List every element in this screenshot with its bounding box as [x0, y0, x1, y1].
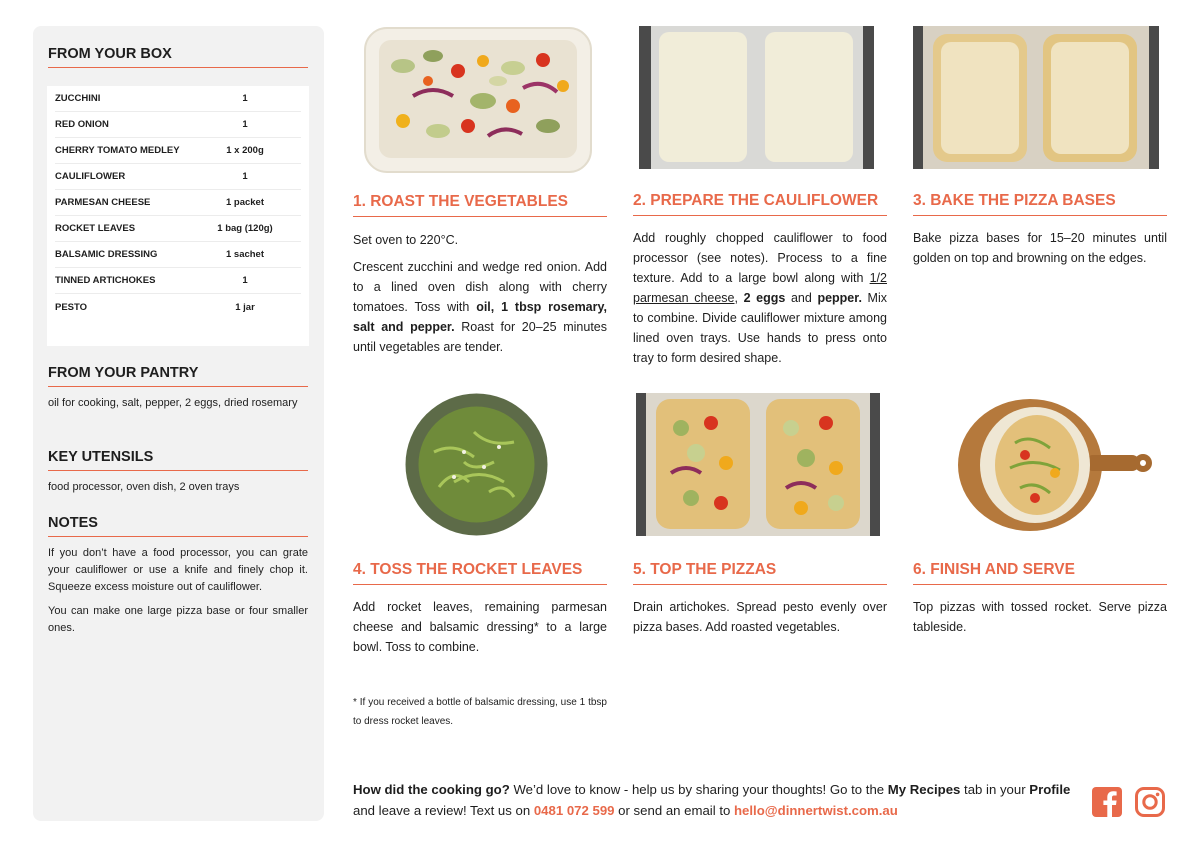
table-row: [55, 164, 301, 190]
step-2-paragraph: [633, 228, 887, 368]
ingredient-qty: 1 jar: [235, 301, 255, 313]
utensils-heading: KEY UTENSILS: [48, 449, 308, 471]
step-6-heading: 6. FINISH AND SERVE: [913, 561, 1167, 585]
ingredient-qty: 1: [242, 119, 248, 130]
ingredients-sidebar: [33, 26, 324, 821]
pizza-board-photo: [955, 393, 1160, 536]
step-1-text-b: Roast for 20–25 minutes until vegetables are tender.: [353, 320, 607, 354]
step-2-bold-pepper: pepper.: [817, 291, 862, 305]
email-link[interactable]: hello@dinnertwist.com.au: [734, 803, 898, 818]
table-row: [55, 242, 301, 268]
ingredient-name: PARMESAN CHEESE: [55, 197, 151, 208]
step-5-paragraph: Drain artichokes. Spread pesto evenly over pizza bases. Add roasted vegetables.: [633, 600, 887, 634]
step-3-text: [913, 228, 1167, 275]
topped-pizzas-photo: [636, 393, 880, 536]
ingredient-qty: 1: [242, 171, 248, 182]
step-1-bold: oil, 1 tbsp rosemary, salt and pepper.: [353, 300, 607, 334]
footer-text-2: tab in your: [960, 782, 1030, 797]
step-2-and: and: [785, 291, 818, 305]
ingredient-qty: 1 bag (120g): [217, 223, 273, 234]
my-recipes-link[interactable]: My Recipes: [887, 782, 961, 797]
rocket-salad-photo: [404, 392, 549, 537]
step-2-text-a: Add roughly chopped cauliflower to food processor (see notes). Process to a fine texture. Add to a large bowl along with: [633, 231, 887, 285]
instagram-icon[interactable]: [1134, 786, 1166, 818]
footer-text-4: or send an email to: [614, 803, 734, 818]
step-5-text: [633, 597, 887, 644]
step-1-text-a: Crescent zucchini and wedge red onion. Add to a lined oven dish along with cherry tomatoes. Toss with: [353, 260, 607, 314]
roasted-vegetables-photo: [353, 26, 607, 176]
ingredient-name: ZUCCHINI: [55, 93, 101, 104]
profile-link[interactable]: Profile: [1029, 782, 1071, 797]
step-3-heading: 3. BAKE THE PIZZA BASES: [913, 192, 1167, 216]
phone-number-link[interactable]: 0481 072 599: [533, 803, 615, 818]
ingredient-name: PESTO: [55, 301, 88, 313]
step-1-text: [353, 230, 607, 364]
step-2-text-b: Mix to combine. Divide cauliflower mixture among lined oven trays. Use hands to press onto tray to form desired shape.: [633, 291, 887, 365]
ingredient-name: TINNED ARTICHOKES: [55, 275, 156, 286]
step-6-text: [913, 597, 1167, 644]
notes-text-1: If you don’t have a food processor, you can grate your cauliflower or use a knife and finely chop it. Squeeze excess moisture out of cauliflower.: [48, 547, 308, 593]
table-row: [55, 268, 301, 294]
ingredient-name: CAULIFLOWER: [55, 171, 126, 182]
cauliflower-bases-photo: [639, 26, 874, 169]
step-2-bold-eggs: 2 eggs: [743, 291, 786, 305]
ingredient-qty: 1: [242, 275, 248, 286]
step-1-paragraph-1: Set oven to 220°C.: [353, 233, 459, 247]
step-6-paragraph: Top pizzas with tossed rocket. Serve pizza tableside.: [913, 600, 1167, 634]
notes-heading: NOTES: [48, 515, 308, 537]
from-your-box-heading: FROM YOUR BOX: [48, 46, 308, 68]
step-5-heading: 5. TOP THE PIZZAS: [633, 561, 887, 585]
feedback-footer: [353, 779, 1073, 821]
ingredients-table: [47, 86, 309, 346]
ingredient-qty: 1 packet: [225, 197, 265, 208]
baked-pizza-bases-photo: [913, 26, 1159, 169]
ingredient-qty: 1 sachet: [225, 249, 265, 260]
pantry-text: oil for cooking, salt, pepper, 2 eggs, dried rosemary: [48, 397, 298, 409]
step-3-paragraph: Bake pizza bases for 15–20 minutes until golden on top and browning on the edges.: [913, 231, 1167, 265]
ingredient-name: ROCKET LEAVES: [55, 223, 136, 234]
utensils-text: food processor, oven dish, 2 oven trays: [48, 481, 240, 493]
table-row: [55, 294, 301, 320]
table-row: [55, 112, 301, 138]
step-4-text: [353, 597, 607, 664]
table-row: [55, 216, 301, 242]
step-1-paragraph-2: [353, 257, 607, 357]
ingredient-name: RED ONION: [55, 119, 109, 130]
ingredient-qty: 1 x 200g: [226, 145, 264, 156]
step-2-heading: 2. PREPARE THE CAULIFLOWER: [633, 192, 887, 216]
facebook-icon[interactable]: [1091, 786, 1123, 818]
table-row: [55, 86, 301, 112]
footer-text-3: and leave a review! Text us on: [353, 803, 534, 818]
ingredient-qty: 1: [242, 93, 248, 104]
footer-text-1: We’d love to know - help us by sharing your thoughts! Go to the: [509, 782, 888, 797]
pantry-heading: FROM YOUR PANTRY: [48, 365, 308, 387]
step-2-text: [633, 228, 887, 375]
step-4-paragraph: Add rocket leaves, remaining parmesan cheese and balsamic dressing* to a large bowl. Toss to combine.: [353, 600, 607, 654]
step-4-heading: 4. TOSS THE ROCKET LEAVES: [353, 561, 607, 585]
table-row: [55, 190, 301, 216]
footnote: * If you received a bottle of balsamic dressing, use 1 tbsp to dress rocket leaves.: [353, 697, 607, 727]
table-row: [55, 138, 301, 164]
ingredient-name: BALSAMIC DRESSING: [55, 249, 158, 260]
step-2-underline: 1/2 parmesan cheese: [633, 271, 887, 305]
footer-question: How did the cooking go?: [353, 782, 510, 797]
step-1-heading: 1. ROAST THE VEGETABLES: [353, 193, 607, 217]
step-2-comma: ,: [734, 291, 744, 305]
ingredient-name: CHERRY TOMATO MEDLEY: [55, 145, 180, 156]
notes-text-2: You can make one large pizza base or four smaller ones.: [48, 605, 308, 634]
